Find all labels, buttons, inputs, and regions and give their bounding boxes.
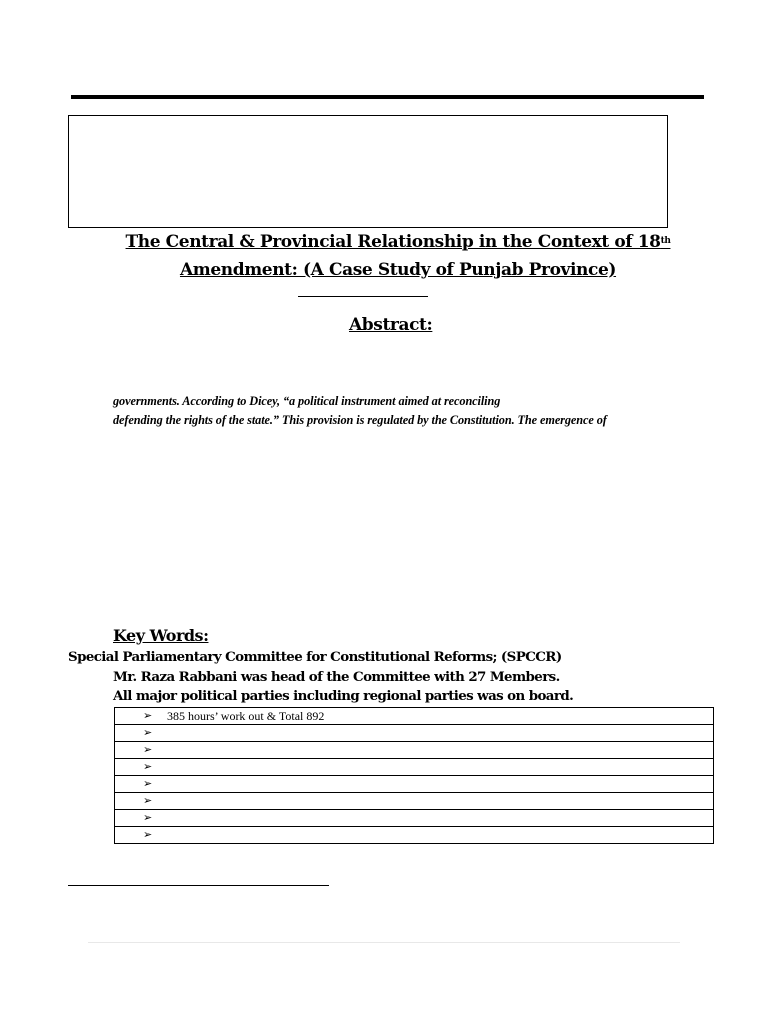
arrow-bullet-icon: ➢: [143, 829, 153, 841]
table-cell: [115, 725, 714, 742]
page-divider: [88, 942, 680, 943]
bullet-table: [114, 707, 714, 844]
footnote-separator: [68, 885, 329, 886]
abstract-line: governments. According to Dicey, “a political instrument aimed at reconciling: [113, 394, 501, 408]
top-horizontal-rule: [71, 95, 704, 99]
table-row: [115, 776, 714, 793]
table-cell: [115, 776, 714, 793]
keyword-line: Special Parliamentary Committee for Constitutional Reforms; (SPCCR): [68, 649, 562, 665]
keyword-line: Mr. Raza Rabbani was head of the Committee with 27 Members.: [113, 669, 560, 685]
table-row: [115, 793, 714, 810]
arrow-bullet-icon: ➢: [143, 778, 153, 790]
arrow-bullet-icon: ➢: [143, 710, 153, 722]
document-title-line-1: [60, 230, 736, 254]
title-underline-rule: [298, 296, 428, 297]
keywords-heading: Key Words:: [113, 626, 209, 645]
table-row: [115, 725, 714, 742]
arrow-bullet-icon: ➢: [143, 761, 153, 773]
keyword-line: All major political parties including regional parties was on board.: [113, 688, 574, 704]
arrow-bullet-icon: ➢: [143, 727, 153, 739]
arrow-bullet-icon: ➢: [143, 812, 153, 824]
table-cell: [115, 810, 714, 827]
document-title-line-2: Amendment: (A Case Study of Punjab Province): [179, 260, 617, 280]
arrow-bullet-icon: ➢: [143, 744, 153, 756]
table-cell: [115, 742, 714, 759]
table-row: [115, 708, 714, 725]
table-cell: [115, 759, 714, 776]
table-row: [115, 742, 714, 759]
table-row: [115, 827, 714, 844]
abstract-heading: Abstract:: [349, 315, 433, 335]
abstract-line: defending the rights of the state.” This provision is regulated by the Constitution. The emergence of: [113, 413, 607, 427]
table-row: [115, 759, 714, 776]
title-superscript: th: [660, 236, 671, 246]
arrow-bullet-icon: ➢: [143, 795, 153, 807]
title-text: The Central & Provincial Relationship in the Context of 18: [125, 232, 661, 252]
table-cell: [115, 827, 714, 844]
bullet-text: 385 hours’ work out & Total 892: [167, 709, 325, 723]
table-cell: [115, 793, 714, 810]
table-cell: [115, 708, 714, 725]
header-box: [68, 115, 668, 228]
table-row: [115, 810, 714, 827]
